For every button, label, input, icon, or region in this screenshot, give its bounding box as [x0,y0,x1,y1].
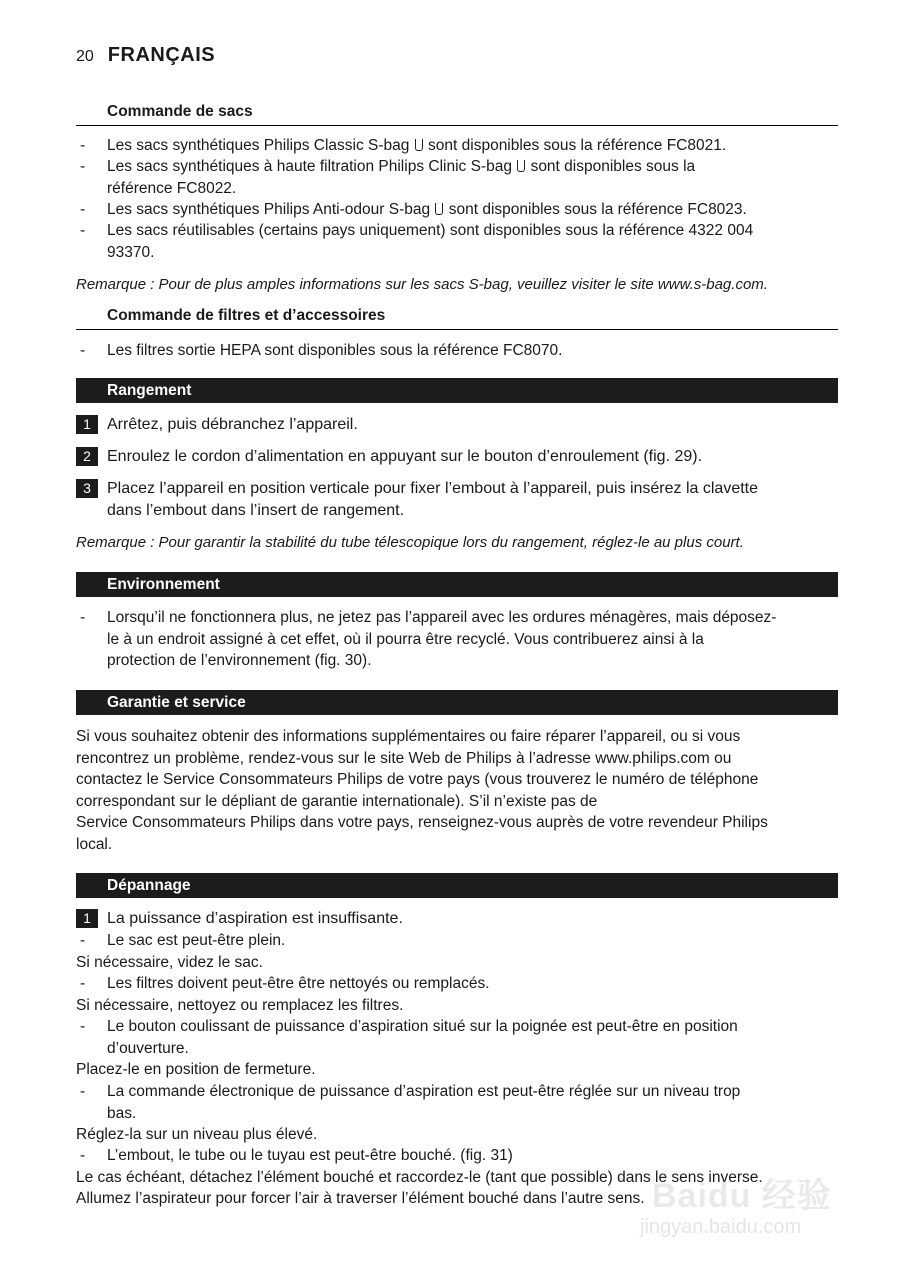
list-item: - Les sacs réutilisables (certains pays uniquement) sont disponibles sous la référence 4322 004 93370. [80,222,754,261]
warranty-paragraph: Si vous souhaitez obtenir des informations supplémentaires ou faire réparer l’appareil, ou si vous rencontrez un problème, rendez-vous sur le site Web de Philips à l’adresse www.philips.com ou contactez le Service Consommateurs Philips de votre pays (vous trouverez le numéro de téléphone correspondant sur le dépliant de garantie internationale). S’il n’existe pas de Service Consommateurs Philips dans votre pays, renseignez-vous auprès de votre revendeur Philips local. [76,728,768,853]
step-item: 1 Arrêtez, puis débranchez l’appareil. [76,414,838,436]
section-heading-order-bags: Commande de sacs [76,102,838,126]
list-item: - La commande électronique de puissance d’aspiration est peut-être réglée sur un niveau trop bas. [80,1083,741,1122]
watermark-brand: Baidu 经验 [652,1177,832,1215]
remedy-text: Réglez-la sur un niveau plus élevé. [76,1126,318,1143]
list-item: - Les sacs synthétiques Philips Classic S-bag sont disponibles sous la référence FC8021. [80,137,727,154]
remedy-text: Si nécessaire, videz le sac. [76,954,263,971]
list-item: - Le sac est peut-être plein. [80,932,286,949]
remedy-text: Placez-le en position de fermeture. [76,1061,316,1078]
sbag-icon [517,160,525,172]
section-heading-order-filters: Commande de filtres et d’accessoires [76,306,838,330]
list-item: - Les filtres doivent peut-être être nettoyés ou remplacés. [80,975,490,992]
step-item: 1 La puissance d’aspiration est insuffisante. [76,908,838,930]
note-sbag: Remarque : Pour de plus amples informations sur les sacs S-bag, veuillez visiter le site www.s-bag.com. [76,276,768,293]
remedy-text: Si nécessaire, nettoyez ou remplacez les filtres. [76,997,404,1014]
step-item: 3 Placez l’appareil en position verticale pour fixer l’embout à l’appareil, puis insérez la clavette dans l’embout dans l’insert de rangement. [76,478,838,521]
remedy-text: Le cas échéant, détachez l’élément bouché et raccordez-le (tant que possible) dans le sens inverse. [76,1169,763,1186]
sbag-icon [435,203,443,215]
section-heading-troubleshooting: Dépannage [76,873,838,898]
language-title: FRANÇAIS [107,44,216,66]
list-item: - Le bouton coulissant de puissance d’aspiration situé sur la poignée est peut-être en position d’ouverture. [80,1018,738,1057]
remedy-text: Allumez l’aspirateur pour forcer l’air à traverser l’élément bouché dans l’autre sens. [76,1190,645,1207]
step-item: 2 Enroulez le cordon d’alimentation en appuyant sur le bouton d’enroulement (fig. 29). [76,446,838,468]
step-number: 1 [76,415,98,434]
list-item: - Les sacs synthétiques à haute filtration Philips Clinic S-bag sont disponibles sous la référence FC8022. [80,158,696,197]
sbag-icon [415,139,423,151]
watermark-url: jingyan.baidu.com [640,1216,802,1238]
note-storage: Remarque : Pour garantir la stabilité du tube télescopique lors du rangement, réglez-le au plus court. [76,534,744,551]
step-number: 1 [76,909,98,928]
step-number: 2 [76,447,98,466]
list-item: - Les sacs synthétiques Philips Anti-odour S-bag sont disponibles sous la référence FC8023. [80,201,747,218]
step-number: 3 [76,479,98,498]
section-heading-environment: Environnement [76,572,838,597]
section-heading-warranty: Garantie et service [76,690,838,715]
list-item: - Les filtres sortie HEPA sont disponibles sous la référence FC8070. [80,342,563,359]
section-heading-storage: Rangement [76,378,838,403]
baidu-watermark [630,1160,860,1250]
list-item: - L’embout, le tube ou le tuyau est peut-être bouché. (fig. 31) [80,1147,513,1164]
page-header [76,44,215,67]
list-item: - Lorsqu’il ne fonctionnera plus, ne jetez pas l’appareil avec les ordures ménagères, mais déposez- le à un endroit assigné à cet effet, où il pourra être recyclé. Vous contribuerez ainsi à la protection de l’environnement (fig. 30). [80,609,777,669]
page-number: 20 [76,48,94,65]
